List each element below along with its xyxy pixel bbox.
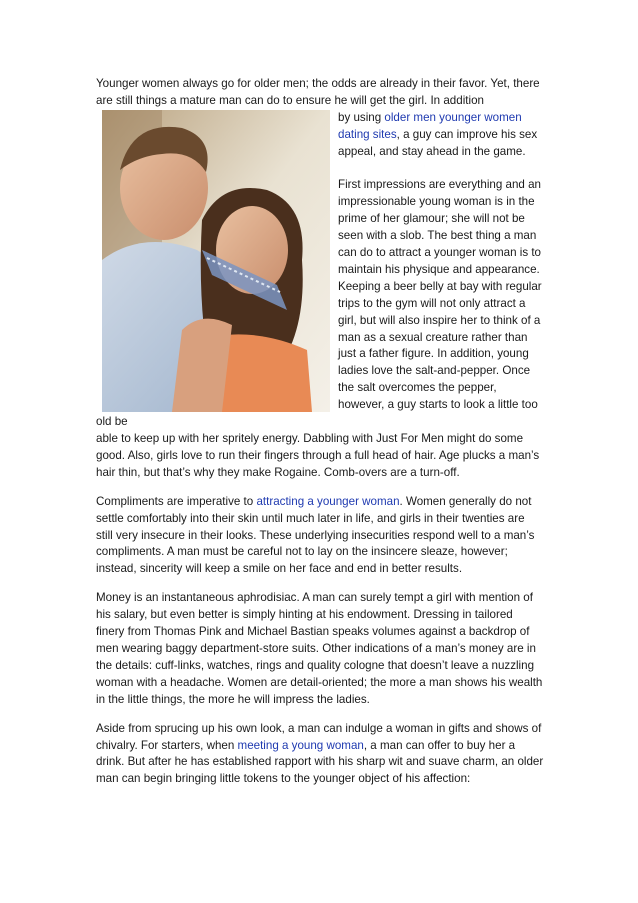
couple-photo (102, 110, 330, 412)
para3-after: . Women generally do not settle comfortably into their skin until much later in life, and girls in their twenties are still very insecure in their looks. These underlying insecurities respond well to a man’s compliments. A man must be careful not to lay on the insincere sleaze, however; instead, sincerity will keep a smile on her face and end in better results. (96, 494, 535, 576)
couple-photo-illustration (102, 110, 330, 412)
para5-before: Aside from sprucing up his own look, a man can indulge a woman in gifts and shows of chivalry. For starters, when (96, 721, 542, 752)
older-men-younger-women-link[interactable]: older men younger women dating sites (338, 110, 522, 141)
para2-side-text: First impressions are everything and an impressionable young woman is in the prime of her glamour; she will not be seen with a slob. The best thing a man can do to attract a younger woman is to maintain his physique and appearance. Keeping a beer belly at bay with regular trips to the gym will not only attract a girl, but will also inspire her to think of a man as a sexual creature rather than just a father figure. In addition, young ladies love the salt-and-pepper. Once the salt overcomes the pepper, however, a guy starts to look a little too old be (96, 178, 542, 429)
para2-full-text: able to keep up with her spritely energy. Dabbling with Just For Men might do some good. Also, girls love to run their fingers through a full head of hair. Age plucks a man’s hair thin, but that’s why they make Rogaine. Comb-overs are a turn-off. (96, 432, 540, 479)
intro-side-before: by using (338, 110, 385, 124)
document-page (96, 76, 544, 800)
para5-after: , a man can offer to buy her a drink. But after he has established rapport with his sharp wit and suave charm, an older man can begin bringing little tokens to the younger object of his affection: (96, 738, 544, 786)
para3-text (96, 494, 544, 579)
para4-text: Money is an instantaneous aphrodisiac. A man can surely tempt a girl with mention of his salary, but even better is simply hinting at his endowment. Dressing in tailored finery from Thomas Pink and Michael Bastian speaks volumes against a backdrop of men wearing baggy department-store suits. Other indications of a man’s money are in the details: cuff-links, watches, rings and quality cologne that doesn’t leave a nuzzling woman with a headache. Women are detail-oriented; the more a man shows his wealth in the little things, the more he will impress the ladies. (96, 591, 543, 706)
para5-text (96, 721, 544, 789)
intro-side-after: , a guy can improve his sex appeal, and stay ahead in the game. (338, 127, 538, 158)
attracting-younger-woman-link[interactable]: attracting a younger woman (256, 494, 400, 508)
intro-text: Younger women always go for older men; the odds are already in their favor. Yet, there are still things a mature man can do to ensure he will get the girl. In addition (96, 77, 540, 107)
meeting-young-woman-link[interactable]: meeting a young woman (237, 738, 364, 752)
para3-before: Compliments are imperative to (96, 494, 257, 508)
